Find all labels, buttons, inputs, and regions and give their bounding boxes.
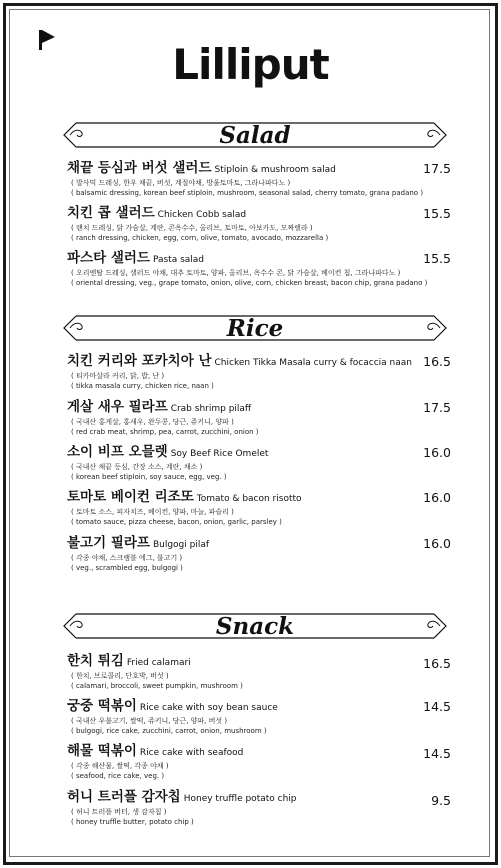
- menu-item: [67, 744, 457, 781]
- item-desc-en: ( bulgogi, rice cake, zucchini, carrot, onion, mushroom ): [71, 727, 267, 735]
- menu-item: [67, 490, 457, 527]
- item-desc-ko: ( 랜치 드레싱, 닭 가슴살, 계란, 콘옥수수, 올리브, 토마토, 아보카도, 모짜렐라 ): [71, 224, 313, 232]
- item-desc-en: ( tikka masala curry, chicken rice, naan ): [71, 382, 214, 390]
- item-desc-ko: ( 토마토 소스, 피자치즈, 베이컨, 양파, 마늘, 파슬리 ): [71, 508, 234, 516]
- item-price: 16.5: [423, 656, 451, 671]
- menu-item: [67, 699, 457, 736]
- section-header-rice: [62, 313, 448, 343]
- brand-logo: [0, 40, 501, 89]
- brand-name: Lilliput: [172, 40, 329, 89]
- item-name-ko: 소이 비프 오믈렛: [67, 444, 168, 460]
- item-desc-en: ( oriental dressing, veg., grape tomato, onion, olive, corn, chicken breast, bacon chip, grana padano ): [71, 279, 428, 287]
- section-header-salad: [62, 120, 448, 150]
- item-price: 14.5: [423, 699, 451, 714]
- item-price: 16.5: [423, 354, 451, 369]
- item-name-en: Stiploin & mushroom salad: [214, 165, 336, 175]
- item-name-en: Soy Beef Rice Omelet: [170, 449, 269, 459]
- item-desc-en: ( veg., scrambled egg, bulgogi ): [71, 564, 183, 572]
- item-desc-en: ( calamari, broccoli, sweet pumpkin, mushroom ): [71, 682, 243, 690]
- item-name-ko: 게살 새우 필라프: [67, 399, 168, 415]
- item-name-en: Chicken Tikka Masala curry & focaccia naan: [214, 358, 412, 368]
- item-price: 15.5: [423, 251, 451, 266]
- item-name-en: Tomato & bacon risotto: [196, 494, 302, 504]
- item-name-en: Pasta salad: [152, 255, 205, 265]
- item-price: 14.5: [423, 746, 451, 761]
- section-title: Salad: [219, 122, 291, 149]
- item-desc-en: ( seafood, rice cake, veg. ): [71, 772, 165, 780]
- item-price: 16.0: [423, 536, 451, 551]
- item-name-en: Rice cake with soy bean sauce: [139, 703, 278, 713]
- item-desc-en: ( red crab meat, shrimp, pea, carrot, zucchini, onion ): [71, 428, 259, 436]
- item-desc-ko: ( 국내산 우불고기, 쌀떡, 쥬키니, 당근, 양파, 버섯 ): [71, 717, 228, 725]
- section-header-snack: [62, 611, 448, 641]
- item-desc-en: ( ranch dressing, chicken, egg, corn, olive, tomato, avocado, mozzarella ): [71, 234, 329, 242]
- menu-item: [67, 251, 457, 288]
- item-name-ko: 치킨 콥 샐러드: [67, 205, 155, 221]
- item-name-ko: 해물 떡볶이: [67, 743, 137, 759]
- item-name-en: Fried calamari: [126, 658, 191, 668]
- menu-item: [67, 654, 457, 691]
- section-title: Rice: [226, 315, 284, 342]
- item-desc-ko: ( 허니 트러플 버터, 생 감자칩 ): [71, 808, 167, 816]
- item-desc-ko: ( 각종 야채, 스크램블 에그, 불고기 ): [71, 554, 183, 562]
- menu-item: [67, 400, 457, 437]
- item-desc-ko: ( 발사믹 드레싱, 한우 채끝, 버섯, 계절야채, 방울토마토, 그라나파다노 ): [71, 179, 291, 187]
- item-name-ko: 파스타 샐러드: [67, 250, 150, 266]
- section-title: Snack: [215, 613, 295, 640]
- item-desc-en: ( tomato sauce, pizza cheese, bacon, onion, garlic, parsley ): [71, 518, 282, 526]
- item-name-ko: 불고기 필라프: [67, 535, 150, 551]
- item-desc-en: ( balsamic dressing, korean beef stiploin, mushroom, seasonal salad, cherry tomato, grana padano ): [71, 189, 424, 197]
- item-price: 15.5: [423, 206, 451, 221]
- item-desc-en: ( honey truffle butter, potato chip ): [71, 818, 194, 826]
- flag-icon: [38, 28, 56, 50]
- item-name-ko: 채끝 등심과 버섯 샐러드: [67, 160, 212, 176]
- menu-item: [67, 536, 457, 573]
- item-price: 16.0: [423, 445, 451, 460]
- menu-item: [67, 790, 457, 827]
- item-name-ko: 허니 트러플 감자칩: [67, 789, 181, 805]
- item-desc-ko: ( 오리엔탈 드레싱, 샐러드 야채, 대추 토마토, 양파, 올리브, 옥수수 콘, 닭 가슴살, 베이컨 칩, 그라나파다노 ): [71, 269, 401, 277]
- menu-item: [67, 206, 457, 243]
- item-name-ko: 한치 튀김: [67, 653, 124, 669]
- item-desc-ko: ( 각종 해산물, 쌀떡, 각종 야채 ): [71, 762, 169, 770]
- item-price: 9.5: [431, 793, 451, 808]
- item-desc-ko: ( 티카마살라 커리, 닭, 밥, 난 ): [71, 372, 165, 380]
- menu-item: [67, 445, 457, 482]
- item-desc-ko: ( 국내산 채끝 등심, 간장 소스, 계란, 채소 ): [71, 463, 203, 471]
- item-name-ko: 궁중 떡볶이: [67, 698, 137, 714]
- item-price: 17.5: [423, 400, 451, 415]
- item-desc-ko: ( 국내산 홍게살, 홍새우, 완두콩, 당근, 쥬키니, 양파 ): [71, 418, 234, 426]
- item-name-ko: 토마토 베이컨 리조또: [67, 489, 194, 505]
- menu-item: [67, 354, 457, 391]
- item-name-en: Honey truffle potato chip: [183, 794, 297, 804]
- menu-item: [67, 161, 457, 198]
- item-name-ko: 치킨 커리와 포카치아 난: [67, 353, 212, 369]
- item-name-en: Chicken Cobb salad: [157, 210, 247, 220]
- item-name-en: Rice cake with seafood: [139, 748, 244, 758]
- item-name-en: Crab shrimp pilaff: [170, 404, 252, 414]
- item-desc-ko: ( 한치, 브로콜리, 단호박, 버섯 ): [71, 672, 169, 680]
- item-name-en: Bulgogi pilaf: [152, 540, 210, 550]
- item-price: 17.5: [423, 161, 451, 176]
- item-price: 16.0: [423, 490, 451, 505]
- item-desc-en: ( korean beef stiploin, soy sauce, egg, veg. ): [71, 473, 227, 481]
